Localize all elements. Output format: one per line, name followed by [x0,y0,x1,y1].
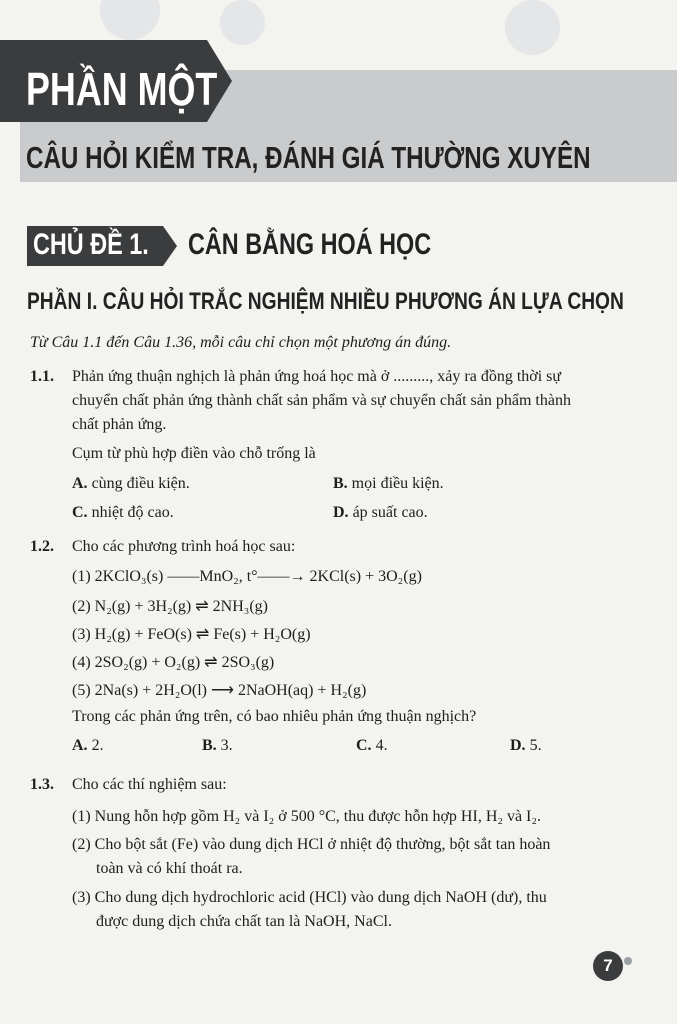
question-number: 1.2. [30,538,54,555]
question-text: Phản ứng thuận nghịch là phản ứng hoá học mà ở ........., xảy ra đồng thời sự [72,368,562,385]
option-c: C. 4. [356,737,388,754]
page-number: 7 [593,951,623,981]
part-title: PHẦN MỘT [26,63,218,115]
question-text: chất phản ứng. [72,416,167,433]
option-c: C. nhiệt độ cao. [72,504,174,521]
molecule-decoration [220,0,265,45]
option-d: D. áp suất cao. [333,504,428,521]
molecule-decoration [505,0,560,55]
molecule-decoration [100,0,160,40]
experiment-item: (2) Cho bột sắt (Fe) vào dung dịch HCl ở nhiệt độ thường, bột sắt tan hoàn [72,836,551,853]
option-b: B. mọi điều kiện. [333,475,444,492]
option-a: A. 2. [72,737,104,754]
equation: (2) N₂(g) + 3H₂(g) ⇌ 2NH₃(g) [72,598,269,615]
equation: (3) H₂(g) + FeO(s) ⇌ Fe(s) + H₂O(g) [72,626,311,643]
part-subtitle: CÂU HỎI KIỂM TRA, ĐÁNH GIÁ THƯỜNG XUYÊN [26,140,591,175]
equation: (5) 2Na(s) + 2H₂O(l) ⟶ 2NaOH(aq) + H₂(g) [72,682,367,699]
question-text: chuyển chất phản ứng thành chất sản phẩm và sự chuyển chất sản phẩm thành [72,392,571,409]
question-number: 1.3. [30,776,54,793]
topic-label: CHỦ ĐỀ 1. [33,228,149,261]
experiment-item: được dung dịch chứa chất tan là NaOH, NaCl. [96,913,392,930]
experiment-item: (1) Nung hỗn hợp gồm H₂ và I₂ ở 500 °C, thu được hỗn hợp HI, H₂ và I₂. [72,808,541,825]
question-text: Cho các phương trình hoá học sau: [72,538,296,555]
question-text: Cho các thí nghiệm sau: [72,776,227,793]
section-heading: PHẦN I. CÂU HỎI TRẮC NGHIỆM NHIỀU PHƯƠNG ÁN LỰA CHỌN [27,288,624,315]
equation: (1) 2KClO₃(s) ——MnO₂, t°——→ 2KCl(s) + 3O₂(g) [72,568,422,585]
option-b: B. 3. [202,737,233,754]
experiment-item: toàn và có khí thoát ra. [96,860,243,877]
option-a: A. cùng điều kiện. [72,475,190,492]
instructions: Từ Câu 1.1 đến Câu 1.36, mỗi câu chỉ chọn một phương án đúng. [30,334,452,351]
topic-title: CÂN BẰNG HOÁ HỌC [188,228,432,261]
page-number-dot [624,957,632,965]
experiment-item: (3) Cho dung dịch hydrochloric acid (HCl) vào dung dịch NaOH (dư), thu [72,889,547,906]
option-d: D. 5. [510,737,542,754]
equation: (4) 2SO₂(g) + O₂(g) ⇌ 2SO₃(g) [72,654,275,671]
question-prompt: Trong các phản ứng trên, có bao nhiêu phản ứng thuận nghịch? [72,708,477,725]
question-number: 1.1. [30,368,54,385]
question-prompt: Cụm từ phù hợp điền vào chỗ trống là [72,445,316,462]
